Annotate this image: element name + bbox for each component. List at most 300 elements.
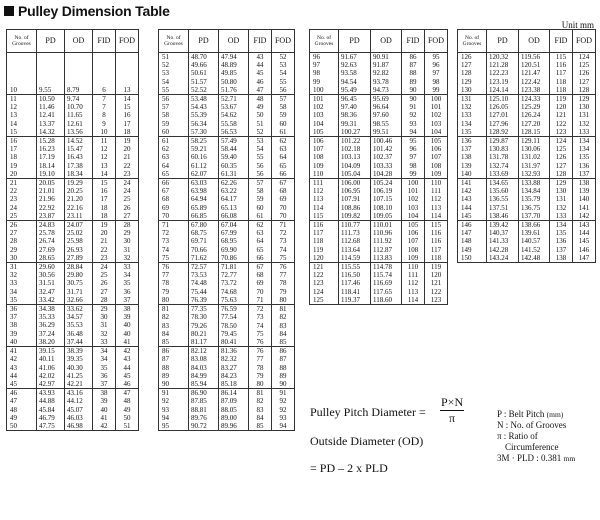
fid-cell: 81 — [249, 389, 272, 398]
fod-cell: 36 — [116, 288, 139, 296]
fod-cell: 109 — [425, 170, 448, 179]
table-row — [159, 380, 295, 389]
fid-cell: 23 — [93, 254, 116, 263]
table-row — [7, 330, 139, 338]
fod-cell: 44 — [116, 364, 139, 372]
grooves-cell: 78 — [159, 279, 189, 287]
table-row — [310, 263, 448, 272]
fid-cell: 126 — [550, 153, 573, 161]
fod-cell: 86 — [272, 347, 295, 356]
table-row — [159, 103, 295, 111]
fid-cell: 60 — [249, 204, 272, 212]
grooves-cell: 87 — [159, 355, 189, 363]
fid-cell: 136 — [550, 237, 573, 245]
fid-cell: 101 — [402, 187, 425, 195]
table-row — [159, 313, 295, 321]
od-cell: 43.16 — [65, 389, 93, 398]
fid-cell: 115 — [550, 53, 573, 62]
od-cell: 130.06 — [519, 145, 550, 153]
grooves-cell: 13 — [7, 111, 37, 119]
table-row — [458, 162, 596, 170]
fid-cell: 12 — [93, 153, 116, 161]
od-cell: 86.14 — [219, 389, 249, 398]
grooves-cell: 76 — [159, 263, 189, 272]
od-cell: 26.93 — [65, 246, 93, 254]
fod-cell: 134 — [573, 137, 596, 146]
fid-cell: 84 — [249, 414, 272, 422]
fid-cell: 72 — [249, 305, 272, 314]
table-row — [7, 128, 139, 137]
pd-cell: 138.46 — [487, 212, 519, 221]
grooves-cell: 145 — [458, 212, 487, 221]
grooves-cell: 69 — [159, 204, 189, 212]
table-row — [310, 271, 448, 279]
od-cell: 103.33 — [371, 162, 402, 170]
grooves-cell: 131 — [458, 95, 487, 104]
od-cell: 60.35 — [219, 162, 249, 170]
table-row — [310, 145, 448, 153]
fod-cell: 125 — [573, 61, 596, 69]
fod-cell: 133 — [573, 128, 596, 137]
legend-pld-unit: mm — [563, 454, 576, 463]
od-cell: 127.20 — [519, 120, 550, 128]
grooves-cell: 83 — [159, 322, 189, 330]
fod-cell: 119 — [425, 263, 448, 272]
pd-cell: 42.97 — [37, 380, 65, 389]
table-row — [7, 296, 139, 305]
fod-cell: 50 — [116, 414, 139, 422]
table-row — [310, 86, 448, 95]
table-row — [310, 137, 448, 146]
table-row — [7, 397, 139, 405]
column-header: FOD — [272, 30, 295, 53]
table-row — [7, 305, 139, 314]
grooves-cell: 56 — [159, 95, 189, 104]
grooves-cell: 114 — [310, 204, 339, 212]
pd-cell: 74.48 — [189, 279, 219, 287]
pd-cell: 33.42 — [37, 296, 65, 305]
table-row — [458, 195, 596, 203]
fod-cell: 67 — [272, 179, 295, 188]
grooves-cell: 100 — [310, 86, 339, 95]
fod-cell: 87 — [272, 355, 295, 363]
grooves-cell: 120 — [310, 254, 339, 263]
fid-cell: 32 — [93, 330, 116, 338]
grooves-cell: 117 — [310, 229, 339, 237]
table-row — [310, 103, 448, 111]
fod-cell: 102 — [425, 111, 448, 119]
fid-cell: 118 — [550, 86, 573, 95]
pd-cell: 56.34 — [189, 120, 219, 128]
table-row — [458, 145, 596, 153]
column-header: FOD — [425, 30, 448, 53]
fid-cell: 94 — [402, 128, 425, 137]
column-header: PD — [487, 30, 519, 53]
od-cell: 120.51 — [519, 61, 550, 69]
pd-cell: 59.21 — [189, 145, 219, 153]
fod-cell: 32 — [116, 254, 139, 263]
table-row — [7, 414, 139, 422]
pd-cell: 78.30 — [189, 313, 219, 321]
grooves-cell: 150 — [458, 254, 487, 263]
fod-cell: 13 — [116, 53, 139, 95]
od-cell: 15.47 — [65, 145, 93, 153]
column-header: OD — [65, 30, 93, 53]
fod-cell: 143 — [573, 221, 596, 230]
pd-cell: 70.66 — [189, 246, 219, 254]
grooves-cell: 144 — [458, 204, 487, 212]
pd-cell: 126.05 — [487, 103, 519, 111]
od-cell: 25.98 — [65, 237, 93, 245]
od-cell: 114.78 — [371, 263, 402, 272]
grooves-cell: 18 — [7, 153, 37, 161]
table-row — [159, 330, 295, 338]
grooves-cell: 92 — [159, 397, 189, 405]
grooves-cell: 98 — [310, 69, 339, 77]
fod-cell: 19 — [116, 137, 139, 146]
od-cell: 133.88 — [519, 179, 550, 188]
od-cell: 73.72 — [219, 279, 249, 287]
od-cell: 87.09 — [219, 397, 249, 405]
grooves-cell: 22 — [7, 187, 37, 195]
od-cell: 50.80 — [219, 78, 249, 86]
pd-cell: 97.40 — [339, 103, 371, 111]
od-cell: 19.29 — [65, 179, 93, 188]
fid-cell: 50 — [249, 111, 272, 119]
grooves-cell: 30 — [7, 254, 37, 263]
pd-cell: 32.47 — [37, 288, 65, 296]
fid-cell: 102 — [402, 195, 425, 203]
fid-cell: 86 — [402, 53, 425, 62]
fid-cell: 63 — [249, 229, 272, 237]
fod-cell: 43 — [116, 355, 139, 363]
od-cell: 99.51 — [371, 128, 402, 137]
od-cell: 134.84 — [519, 187, 550, 195]
pd-cell: 128.92 — [487, 128, 519, 137]
table-row — [310, 61, 448, 69]
table-row — [159, 296, 295, 305]
fid-cell: 59 — [249, 195, 272, 203]
od-cell: 63.22 — [219, 187, 249, 195]
fod-cell: 51 — [116, 422, 139, 431]
od-cell: 140.57 — [519, 237, 550, 245]
fid-cell: 112 — [402, 279, 425, 287]
fod-cell: 112 — [425, 195, 448, 203]
od-cell: 37.44 — [65, 338, 93, 347]
table-row — [458, 254, 596, 263]
outside-diameter-formula: = PD – 2 x PLD — [310, 461, 388, 475]
table-row — [310, 187, 448, 195]
grooves-cell: 61 — [159, 137, 189, 146]
grooves-cell: 23 — [7, 195, 37, 203]
fid-cell: 35 — [93, 364, 116, 372]
fid-cell: 34 — [93, 347, 116, 356]
table-row — [159, 229, 295, 237]
grooves-cell: 59 — [159, 120, 189, 128]
fod-cell: 129 — [573, 95, 596, 104]
pd-cell: 49.66 — [189, 61, 219, 69]
fod-cell: 27 — [116, 212, 139, 221]
grooves-cell: 14 — [7, 120, 37, 128]
fid-cell: 29 — [93, 305, 116, 314]
pd-cell: 34.38 — [37, 305, 65, 314]
od-cell: 76.59 — [219, 305, 249, 314]
od-cell: 25.02 — [65, 229, 93, 237]
grooves-cell: 103 — [310, 111, 339, 119]
od-cell: 48.89 — [219, 61, 249, 69]
pd-cell: 110.77 — [339, 221, 371, 230]
fod-cell: 59 — [272, 111, 295, 119]
pitch-diameter-label: Pulley Pitch Diameter = — [310, 405, 426, 419]
fid-cell: 105 — [402, 221, 425, 230]
fid-cell: 39 — [93, 397, 116, 405]
fod-cell: 56 — [272, 86, 295, 95]
fid-cell: 108 — [402, 246, 425, 254]
pd-cell: 84.03 — [189, 364, 219, 372]
pd-cell: 137.51 — [487, 204, 519, 212]
legend-n: N : No. of Grooves — [497, 420, 567, 430]
od-cell: 59.40 — [219, 153, 249, 161]
od-cell: 42.21 — [65, 380, 93, 389]
od-cell: 44.12 — [65, 397, 93, 405]
od-cell: 41.25 — [65, 372, 93, 380]
od-cell: 111.92 — [371, 237, 402, 245]
pd-cell: 43.93 — [37, 389, 65, 398]
table-row — [7, 279, 139, 287]
column-header: FID — [550, 30, 573, 53]
column-header: FOD — [573, 30, 596, 53]
grooves-cell: 136 — [458, 137, 487, 146]
fid-cell: 103 — [402, 204, 425, 212]
pd-cell: 51.57 — [189, 78, 219, 86]
pd-cell: 71.62 — [189, 254, 219, 263]
fod-cell: 94 — [272, 422, 295, 431]
pd-cell: 52.52 — [189, 86, 219, 95]
od-cell: 33.62 — [65, 305, 93, 314]
od-cell: 92.82 — [371, 69, 402, 77]
fod-cell: 144 — [573, 229, 596, 237]
fid-cell: 49 — [249, 103, 272, 111]
table-row — [159, 406, 295, 414]
fid-cell: 19 — [93, 221, 116, 230]
fod-cell: 46 — [116, 380, 139, 389]
fid-cell: 120 — [550, 103, 573, 111]
pd-cell: 132.74 — [487, 162, 519, 170]
table-row — [458, 204, 596, 212]
table-row — [7, 103, 139, 111]
pd-cell: 106.95 — [339, 187, 371, 195]
od-cell: 82.32 — [219, 355, 249, 363]
fid-cell: 27 — [93, 288, 116, 296]
fid-cell: 104 — [402, 212, 425, 221]
table-row — [159, 145, 295, 153]
fod-cell: 96 — [425, 61, 448, 69]
od-cell: 58.44 — [219, 145, 249, 153]
fod-cell: 49 — [116, 406, 139, 414]
grooves-cell: 68 — [159, 195, 189, 203]
fod-cell: 18 — [116, 128, 139, 137]
pd-cell: 14.32 — [37, 128, 65, 137]
fid-cell: 18 — [93, 204, 116, 212]
pd-cell: 13.37 — [37, 120, 65, 128]
od-cell: 8.79 — [65, 53, 93, 95]
grooves-cell: 93 — [159, 406, 189, 414]
pd-cell: 75.44 — [189, 288, 219, 296]
fid-cell: 70 — [249, 288, 272, 296]
grooves-cell: 45 — [7, 380, 37, 389]
grooves-cell: 106 — [310, 137, 339, 146]
od-cell: 29.80 — [65, 271, 93, 279]
od-cell: 68.95 — [219, 237, 249, 245]
fid-cell: 56 — [249, 170, 272, 179]
fid-cell: 130 — [550, 187, 573, 195]
table-row — [7, 120, 139, 128]
grooves-cell: 44 — [7, 372, 37, 380]
fid-cell: 128 — [550, 170, 573, 179]
od-cell: 13.56 — [65, 128, 93, 137]
table-row — [310, 204, 448, 212]
fod-cell: 68 — [272, 187, 295, 195]
fod-cell: 29 — [116, 229, 139, 237]
fid-cell: 129 — [550, 179, 573, 188]
grooves-cell: 115 — [310, 212, 339, 221]
table-row — [159, 338, 295, 347]
fod-cell: 141 — [573, 204, 596, 212]
pd-cell: 96.45 — [339, 95, 371, 104]
od-cell: 97.60 — [371, 111, 402, 119]
grooves-cell: 53 — [159, 69, 189, 77]
od-cell: 135.79 — [519, 195, 550, 203]
pd-cell: 87.85 — [189, 397, 219, 405]
formula-legend — [497, 409, 575, 464]
grooves-cell: 60 — [159, 128, 189, 137]
table-row — [310, 120, 448, 128]
fod-cell: 95 — [425, 53, 448, 62]
fod-cell: 82 — [272, 313, 295, 321]
fod-cell: 89 — [272, 372, 295, 380]
pd-cell: 58.25 — [189, 137, 219, 146]
pd-cell: 11.46 — [37, 103, 65, 111]
od-cell: 94.73 — [371, 86, 402, 95]
pd-cell: 135.60 — [487, 187, 519, 195]
legend-pi: π : Ratio of — [497, 431, 538, 441]
fod-cell: 38 — [116, 305, 139, 314]
grooves-cell: 19 — [7, 162, 37, 170]
table-row — [310, 153, 448, 161]
od-cell: 93.78 — [371, 78, 402, 86]
od-cell: 80.41 — [219, 338, 249, 347]
grooves-cell: 102 — [310, 103, 339, 111]
fid-cell: 133 — [550, 212, 573, 221]
fid-cell: 61 — [249, 212, 272, 221]
pd-cell: 111.73 — [339, 229, 371, 237]
od-cell: 125.29 — [519, 103, 550, 111]
square-bullet-icon — [4, 6, 14, 16]
grooves-cell: 79 — [159, 288, 189, 296]
fod-cell: 146 — [573, 246, 596, 254]
od-cell: 46.98 — [65, 422, 93, 431]
pd-cell: 63.98 — [189, 187, 219, 195]
pd-cell: 94.54 — [339, 78, 371, 86]
table-row — [159, 271, 295, 279]
fod-cell: 107 — [425, 153, 448, 161]
fid-cell: 79 — [249, 372, 272, 380]
table-row — [7, 355, 139, 363]
od-cell: 62.26 — [219, 179, 249, 188]
od-cell: 51.76 — [219, 86, 249, 95]
fid-cell: 93 — [402, 120, 425, 128]
grooves-cell: 66 — [159, 179, 189, 188]
grooves-cell: 12 — [7, 103, 37, 111]
od-cell: 49.85 — [219, 69, 249, 77]
fod-cell: 90 — [272, 380, 295, 389]
pd-cell: 23.87 — [37, 212, 65, 221]
fod-cell: 41 — [116, 338, 139, 347]
fod-cell: 40 — [116, 321, 139, 329]
fid-cell: 109 — [402, 254, 425, 263]
fid-cell: 47 — [249, 86, 272, 95]
table-row — [7, 179, 139, 188]
pd-cell: 12.41 — [37, 111, 65, 119]
fid-cell: 37 — [93, 380, 116, 389]
table-row — [458, 221, 596, 230]
od-cell: 85.18 — [219, 380, 249, 389]
table-row — [458, 187, 596, 195]
pd-cell: 17.19 — [37, 153, 65, 161]
table-row — [159, 254, 295, 263]
fid-cell: 88 — [402, 69, 425, 77]
grooves-cell: 82 — [159, 313, 189, 321]
fod-cell: 134 — [573, 145, 596, 153]
fod-cell: 106 — [425, 145, 448, 153]
table-row — [7, 204, 139, 212]
fid-cell: 33 — [93, 338, 116, 347]
fod-cell: 76 — [272, 263, 295, 272]
table-row — [310, 237, 448, 245]
column-header: No. of Grooves — [159, 30, 189, 53]
fid-cell: 71 — [249, 296, 272, 305]
od-cell: 53.67 — [219, 103, 249, 111]
od-cell: 57.49 — [219, 137, 249, 146]
table-row — [159, 288, 295, 296]
pd-cell: 9.55 — [37, 53, 65, 95]
fod-cell: 16 — [116, 111, 139, 119]
od-cell: 27.89 — [65, 254, 93, 263]
grooves-cell: 128 — [458, 69, 487, 77]
grooves-cell: 104 — [310, 120, 339, 128]
fid-cell: 137 — [550, 246, 573, 254]
fod-cell: 135 — [573, 153, 596, 161]
pd-cell: 92.63 — [339, 61, 371, 69]
pd-cell: 40.11 — [37, 355, 65, 363]
grooves-cell: 26 — [7, 221, 37, 230]
od-cell: 137.70 — [519, 212, 550, 221]
od-cell: 132.93 — [519, 170, 550, 179]
pd-cell: 65.89 — [189, 204, 219, 212]
od-cell: 122.42 — [519, 78, 550, 86]
table-row — [458, 61, 596, 69]
grooves-cell: 140 — [458, 170, 487, 179]
grooves-cell: 52 — [159, 61, 189, 69]
grooves-cell: 95 — [159, 422, 189, 431]
table-row — [7, 380, 139, 389]
pd-cell: 129.87 — [487, 137, 519, 146]
table-row — [159, 263, 295, 272]
fod-cell: 147 — [573, 254, 596, 263]
od-cell: 123.38 — [519, 86, 550, 95]
pd-cell: 21.96 — [37, 195, 65, 203]
grooves-cell: 73 — [159, 237, 189, 245]
